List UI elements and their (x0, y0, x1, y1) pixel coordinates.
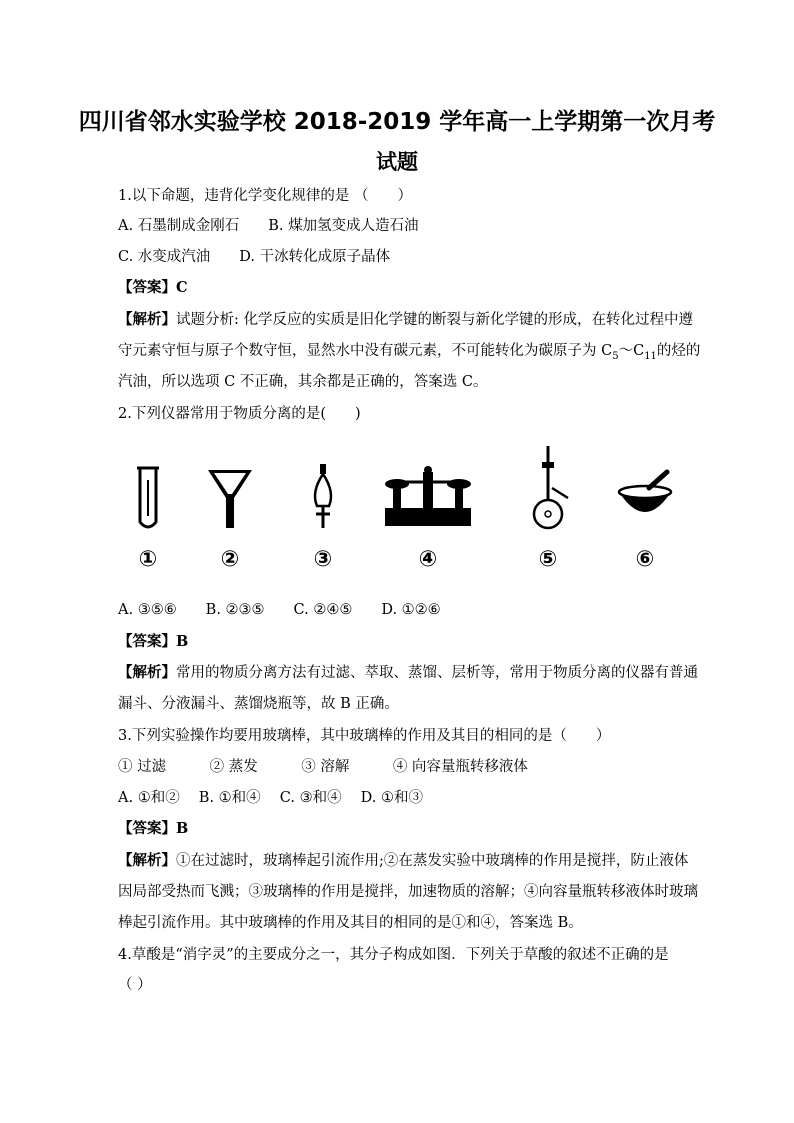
separatory-funnel-icon (283, 440, 363, 540)
apparatus-item (190, 440, 270, 580)
apparatus-label: ④ (418, 547, 438, 572)
q1-tilde: ～C (618, 343, 645, 359)
distillation-flask-icon (508, 440, 588, 540)
q1-subscript-11: 11 (644, 350, 657, 362)
analysis-label: 【解析】 (118, 664, 176, 681)
analysis-label: 【解析】 (118, 311, 176, 328)
q3-options: A. ①和② B. ①和④ C. ③和④ D. ①和③ (118, 790, 424, 806)
q3-analysis-text1: ①在过滤时，玻璃棒起引流作用;②在蒸发实验中玻璃棒的作用是搅拌，防止液体 (176, 853, 689, 869)
apparatus-label: ⑥ (635, 547, 655, 572)
apparatus-label: ① (138, 547, 158, 572)
apparatus-item (283, 440, 363, 580)
apparatus-item (605, 440, 685, 580)
funnel-icon (190, 440, 270, 540)
analysis-label: 【解析】 (118, 852, 176, 869)
q1-options-line2: C. 水变成汽油 D. 干冰转化成原子晶体 (118, 249, 391, 265)
q1-answer: 【答案】C (118, 279, 188, 296)
apparatus-item (108, 440, 188, 580)
q3-answer: 【答案】B (118, 820, 189, 837)
test-tube-icon (108, 440, 188, 540)
q2-options: A. ③⑤⑥ B. ②③⑤ C. ②④⑤ D. ①②⑥ (118, 602, 441, 618)
q2-analysis-text1: 常用的物质分离方法有过滤、萃取、蒸馏、层析等，常用于物质分离的仪器有普通 (176, 665, 698, 681)
q1-analysis-text1: 试题分析: 化学反应的实质是旧化学键的断裂与新化学键的形成，在转化过程中遵 (176, 312, 693, 328)
q3-analysis-line3: 棒起引流作用。其中玻璃棒的作用及其目的相同的是①和④，答案选 B。 (118, 915, 583, 931)
q1-stem: 1.以下命题，违背化学变化规律的是 （ ） (118, 188, 412, 204)
q3-analysis-line1 (118, 851, 688, 871)
balance-icon (383, 440, 473, 540)
q1-options-line1: A. 石墨制成金刚石 B. 煤加氢变成人造石油 (118, 218, 419, 234)
q3-items: ① 过滤 ② 蒸发 ③ 溶解 ④ 向容量瓶转移液体 (118, 759, 528, 775)
q2-answer: 【答案】B (118, 633, 189, 650)
q1-subscript-5: 5 (612, 350, 619, 362)
q2-analysis-line2: 漏斗、分液漏斗、蒸馏烧瓶等，故 B 正确。 (118, 696, 399, 712)
q3-analysis-line2: 因局部受热而飞溅；③玻璃棒的作用是搅拌，加速物质的溶解；④向容量瓶转移液体时玻璃 (118, 884, 698, 900)
q1-analysis-text2a: 守元素守恒与原子个数守恒，显然水中没有碳元素，不可能转化为碳原子为 C (118, 343, 613, 359)
page-title-line2: 试题 (376, 150, 418, 174)
apparatus-item (383, 440, 463, 580)
apparatus-label: ③ (313, 547, 333, 572)
q1-analysis-line2 (118, 341, 701, 367)
q4-stem-line2: （ ） (118, 977, 152, 993)
mortar-pestle-icon (605, 440, 685, 540)
apparatus-label: ⑤ (538, 547, 558, 572)
apparatus-item (508, 440, 588, 580)
q3-stem: 3.下列实验操作均要用玻璃棒，其中玻璃棒的作用及其目的相同的是（ ） (118, 728, 611, 744)
q1-analysis-line3: 汽油，所以选项 C 不正确，其余都是正确的，答案选 C。 (118, 374, 488, 390)
apparatus-figure (118, 440, 688, 580)
q1-analysis-line1 (118, 310, 693, 330)
q2-analysis-line1 (118, 663, 698, 683)
q2-stem: 2.下列仪器常用于物质分离的是( ) (118, 406, 361, 422)
q1-analysis-text2b: 的烃的 (656, 343, 701, 359)
page-title-line1: 四川省邻水实验学校 2018-2019 学年高一上学期第一次月考 (78, 109, 716, 135)
q4-stem: 4.草酸是“消字灵”的主要成分之一，其分子构成如图．下列关于草酸的叙述不正确的是 (118, 947, 669, 963)
apparatus-label: ② (220, 547, 240, 572)
